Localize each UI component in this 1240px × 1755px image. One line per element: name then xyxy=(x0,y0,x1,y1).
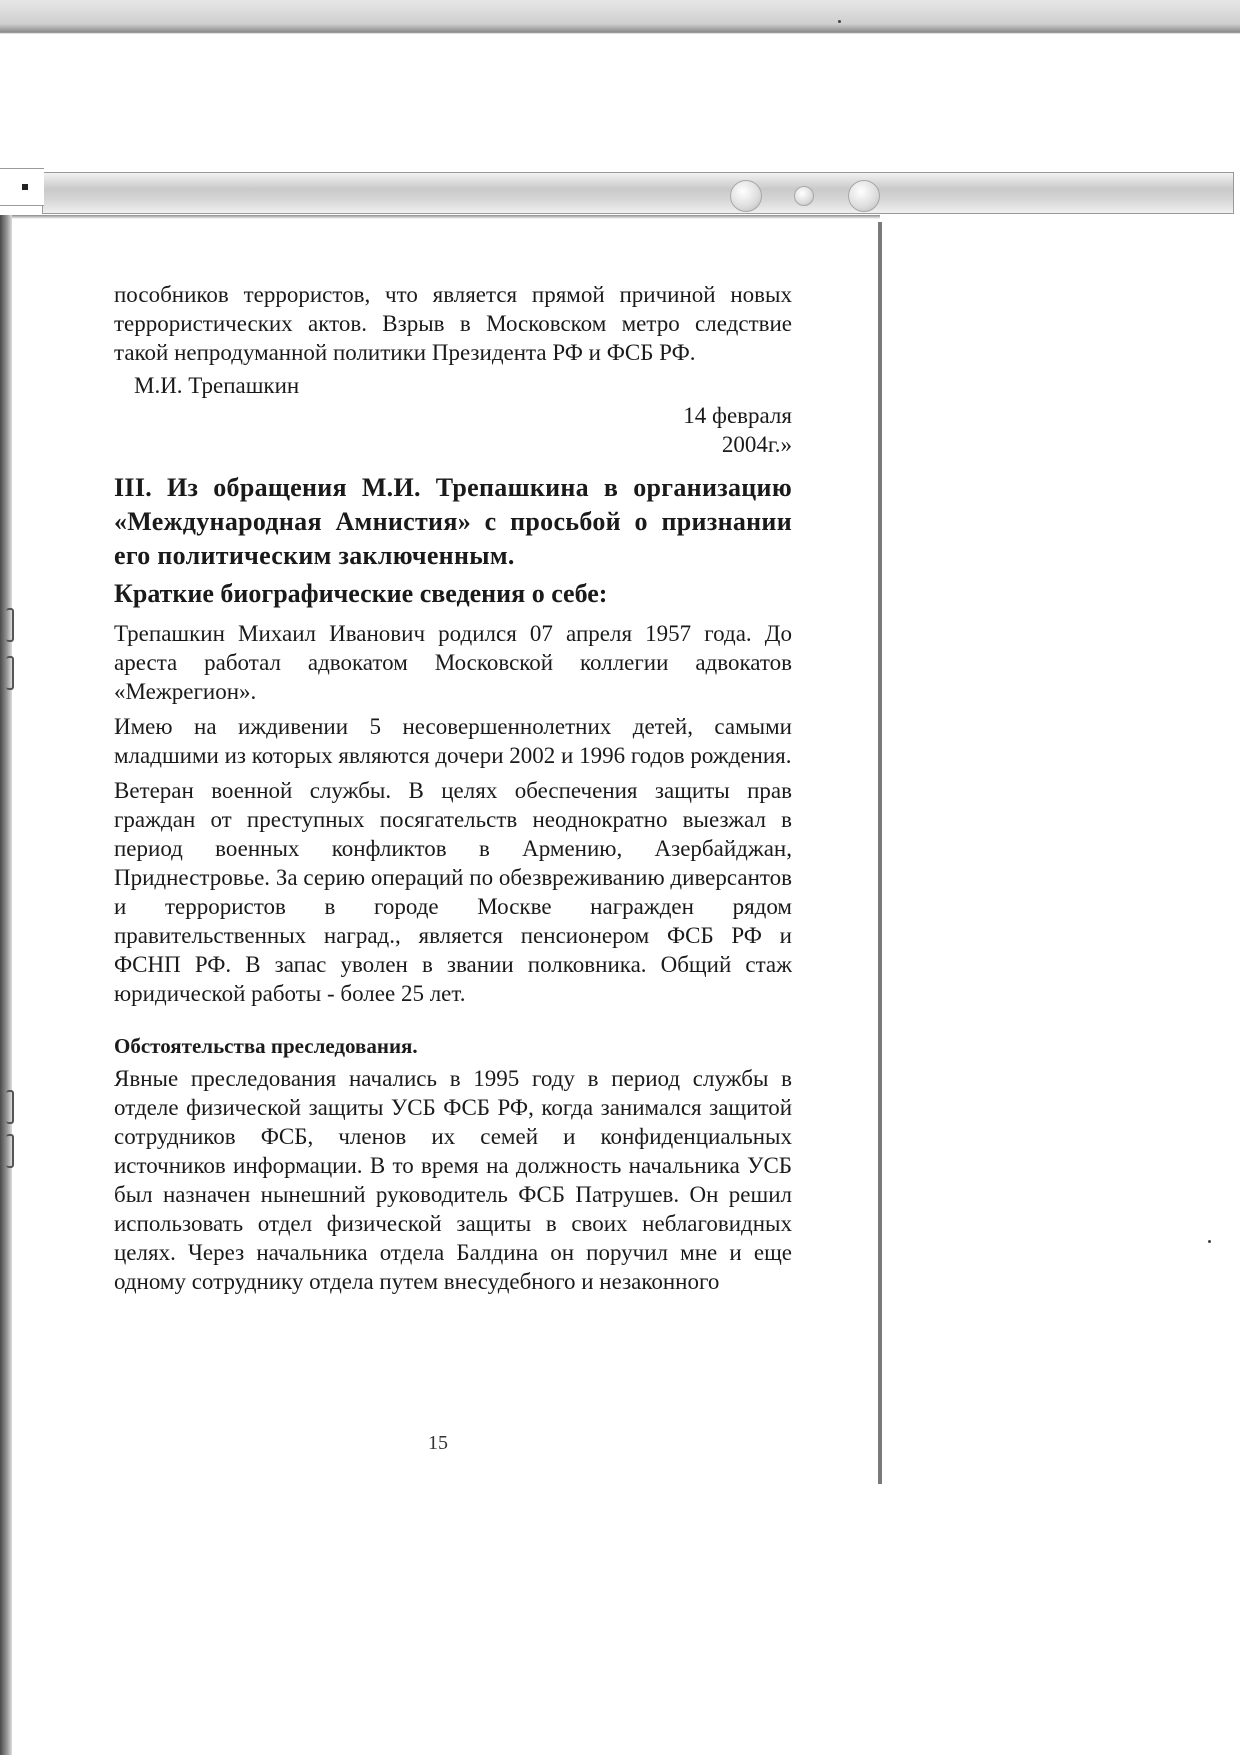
scan-speck xyxy=(838,20,841,23)
clip-mark xyxy=(6,1090,14,1124)
bio-paragraph: Имею на иждивении 5 несовершеннолетних детей, самыми младшими из которых являются дочери 2002 и 1996 годов рождения. xyxy=(114,714,792,768)
scan-speck xyxy=(1208,1240,1211,1243)
page-left-edge xyxy=(0,215,12,1755)
binder-ring-icon xyxy=(848,180,880,212)
binder-ring-icon xyxy=(730,180,762,212)
binder-ring-icon xyxy=(794,186,814,206)
clip-mark xyxy=(6,1134,14,1168)
page-right-edge xyxy=(878,222,882,1484)
signature-name: М.И. Трепашкин xyxy=(134,373,300,398)
paragraph-top: пособников террористов, что является прямой причиной новых террористических актов. Взрыв в Московском метро следствие такой непродуманной политики Президента РФ и ФСБ РФ. xyxy=(114,282,792,365)
bio-paragraph: Ветеран военной службы. В целях обеспечения защиты прав граждан от преступных посягательств неоднократно выезжал в период военных конфликтов в Армению, Азербайджан, Приднестровье. За серию операций по обезвреживанию диверсантов и террористов в городе Москве награжден рядом правительственных наград., является пенсионером ФСБ РФ и ФСНП РФ. В запас уволен в звании полковника. Общий стаж юридической работы - более 25 лет. xyxy=(114,778,792,1006)
persecution-heading: Обстоятельства преследования. xyxy=(114,1034,418,1058)
signature-date xyxy=(683,401,792,459)
bio-heading: Краткие биографические сведения о себе: xyxy=(114,579,608,608)
document-page xyxy=(114,280,792,1296)
bio-paragraph: Трепашкин Михаил Иванович родился 07 апреля 1957 года. До ареста работал адвокатом Московской коллегии адвокатов «Межрегион». xyxy=(114,621,792,704)
binder-bar xyxy=(42,172,1234,214)
clip-mark xyxy=(6,608,14,642)
signature-date-line1: 14 февраля xyxy=(683,403,792,428)
page-top-shadow xyxy=(12,215,880,219)
signature-date-line2: 2004г.» xyxy=(721,432,792,457)
signature-block xyxy=(114,369,792,457)
page-number: 15 xyxy=(428,1432,448,1454)
persecution-paragraph: Явные преследования начались в 1995 году в период службы в отделе физической защиты УСБ ФСБ РФ, когда занимался защитой сотрудников ФСБ, членов их семей и конфиденциальных источников информации. В то время на должность начальника УСБ был назначен нынешний руководитель ФСБ Патрушев. Он решил использовать отдел физической защиты в своих неблаговидных целях. Через начальника отдела Балдина он поручил мне и еще одному сотруднику отдела путем внесудебного и незаконного xyxy=(114,1066,792,1294)
binder-dot xyxy=(22,184,28,190)
scan-top-edge xyxy=(0,0,1240,34)
clip-mark xyxy=(6,656,14,690)
section-heading: III. Из обращения М.И. Трепашкина в организацию «Международная Амнистия» с просьбой о признании его политическим заключенным. xyxy=(114,473,792,570)
